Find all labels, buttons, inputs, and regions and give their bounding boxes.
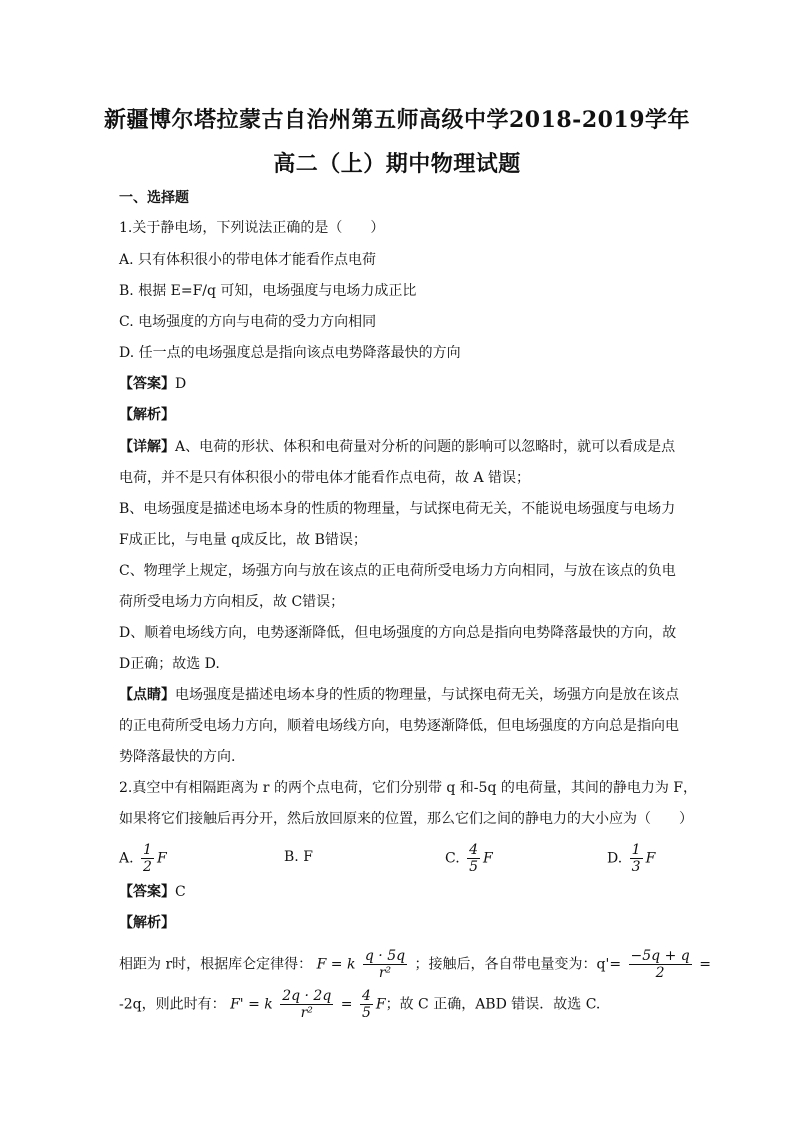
section-heading: 一、选择题 — [119, 190, 189, 206]
denominator: 3 — [631, 859, 641, 875]
numerator: 4 — [469, 842, 479, 858]
q1-detail-line: F成正比，与电量 q成反比，故 B错误； — [119, 532, 367, 548]
fraction — [629, 948, 692, 981]
equals-sign: = — [699, 956, 711, 973]
variable-f: F — [483, 850, 493, 867]
option-label: A. — [119, 850, 134, 867]
denominator: 2 — [655, 965, 665, 981]
q2-solution-line1 — [119, 948, 711, 981]
fraction — [141, 842, 154, 875]
answer-label: 【答案】 — [119, 376, 175, 392]
q1-comment-line — [119, 685, 679, 705]
q2-stem-line2: 如果将它们接触后再分开，然后放回原来的位置，那么它们之间的静电力的大小应为（ ） — [119, 811, 693, 827]
denominator: 2 — [143, 859, 152, 875]
fraction — [280, 988, 333, 1021]
formula: F' = k — [230, 996, 273, 1013]
option-label: C. — [445, 850, 460, 867]
detail-text: A、电荷的形状、体积和电荷量对分析的问题的影响可以忽略时，就可以看成是点 — [175, 439, 676, 455]
q1-detail-line: B、电场强度是描述电场本身的性质的物理量，与试探电荷无关，不能说电场强度与电场力 — [119, 501, 676, 517]
detail-label: 【详解】 — [119, 439, 175, 455]
q2-option-c — [445, 842, 493, 875]
fraction — [467, 842, 480, 875]
denominator: r² — [378, 965, 392, 981]
variable-f: F — [156, 850, 167, 867]
denominator: r² — [300, 1005, 313, 1021]
q2-analysis-label: 【解析】 — [119, 915, 175, 931]
q1-option-c: C. 电场强度的方向与电荷的受力方向相同 — [119, 314, 377, 330]
variable-f: F — [375, 996, 386, 1013]
solution-text: ；故 C 正确，ABD 错误．故选 C. — [385, 996, 601, 1013]
variable-f: F — [645, 850, 656, 867]
fraction — [630, 842, 643, 875]
q1-detail-line: D、顺着电场线方向，电势逐渐降低，但电场强度的方向总是指向电势降落最快的方向，故 — [119, 625, 677, 641]
comment-text: 电场强度是描述电场本身的性质的物理量，与试探电荷无关，场强方向是放在该点 — [175, 687, 679, 703]
equals-sign: = — [340, 996, 353, 1013]
q1-detail-line: C、物理学上规定，场强方向与放在该点的正电荷所受电场力方向相同，与放在该点的负电 — [119, 563, 676, 579]
q2-option-d — [607, 842, 655, 875]
q1-answer — [119, 374, 679, 394]
answer-value: C — [175, 884, 186, 900]
q2-answer — [119, 882, 679, 902]
q1-option-d: D. 任一点的电场强度总是指向该点电势降落最快的方向 — [119, 345, 461, 361]
solution-text: ；接触后，各自带电量变为：q'= — [414, 956, 622, 973]
numerator: 4 — [361, 988, 371, 1004]
numerator: −5q + q — [630, 948, 690, 964]
q1-detail-line: D正确；故选 D. — [119, 656, 220, 672]
denominator: 5 — [361, 1005, 371, 1021]
q1-comment-line: 势降落最快的方向. — [119, 749, 236, 765]
q2-solution-line2 — [119, 988, 679, 1021]
q1-comment-line: 的正电荷所受电场力方向，顺着电场线方向，电势逐渐降低，但电场强度的方向总是指向电 — [119, 718, 679, 734]
document-title-line2: 高二（上）期中物理试题 — [273, 151, 521, 177]
q1-detail-line — [119, 437, 679, 457]
q1-detail-line: 荷所受电场力方向相反，故 C错误； — [119, 594, 345, 610]
solution-text: 相距为 r时，根据库仑定律得： — [119, 956, 313, 973]
denominator: 5 — [469, 859, 479, 875]
q1-option-b: B. 根据 E=F/q 可知，电场强度与电场力成正比 — [119, 283, 417, 299]
numerator: q · 5q — [364, 948, 406, 964]
numerator: 2q · 2q — [282, 988, 332, 1004]
numerator: 1 — [143, 842, 152, 858]
document-title-line1: 新疆博尔塔拉蒙古自治州第五师高级中学2018-2019学年 — [103, 107, 691, 133]
answer-label: 【答案】 — [119, 884, 175, 900]
q2-option-b: B. F — [284, 849, 313, 865]
answer-value: D — [175, 376, 187, 392]
fraction — [363, 948, 407, 981]
q1-analysis-label: 【解析】 — [119, 407, 175, 423]
q2-stem-line1: 2.真空中有相隔距离为 r 的两个点电荷，它们分别带 q 和-5q 的电荷量，其间的静电力为 F， — [119, 780, 698, 796]
q1-stem: 1.关于静电场，下列说法正确的是（ ） — [119, 220, 385, 236]
q1-detail-line: 电荷，并不是只有体积很小的带电体才能看作点电荷，故 A 错误； — [119, 470, 531, 486]
formula: F = k — [316, 956, 356, 973]
option-label: D. — [607, 850, 623, 867]
comment-label: 【点睛】 — [119, 687, 175, 703]
q2-option-a — [119, 842, 167, 875]
fraction — [360, 988, 373, 1021]
solution-text: -2q，则此时有： — [119, 996, 226, 1013]
numerator: 1 — [631, 842, 641, 858]
q1-option-a: A. 只有体积很小的带电体才能看作点电荷 — [119, 252, 377, 268]
